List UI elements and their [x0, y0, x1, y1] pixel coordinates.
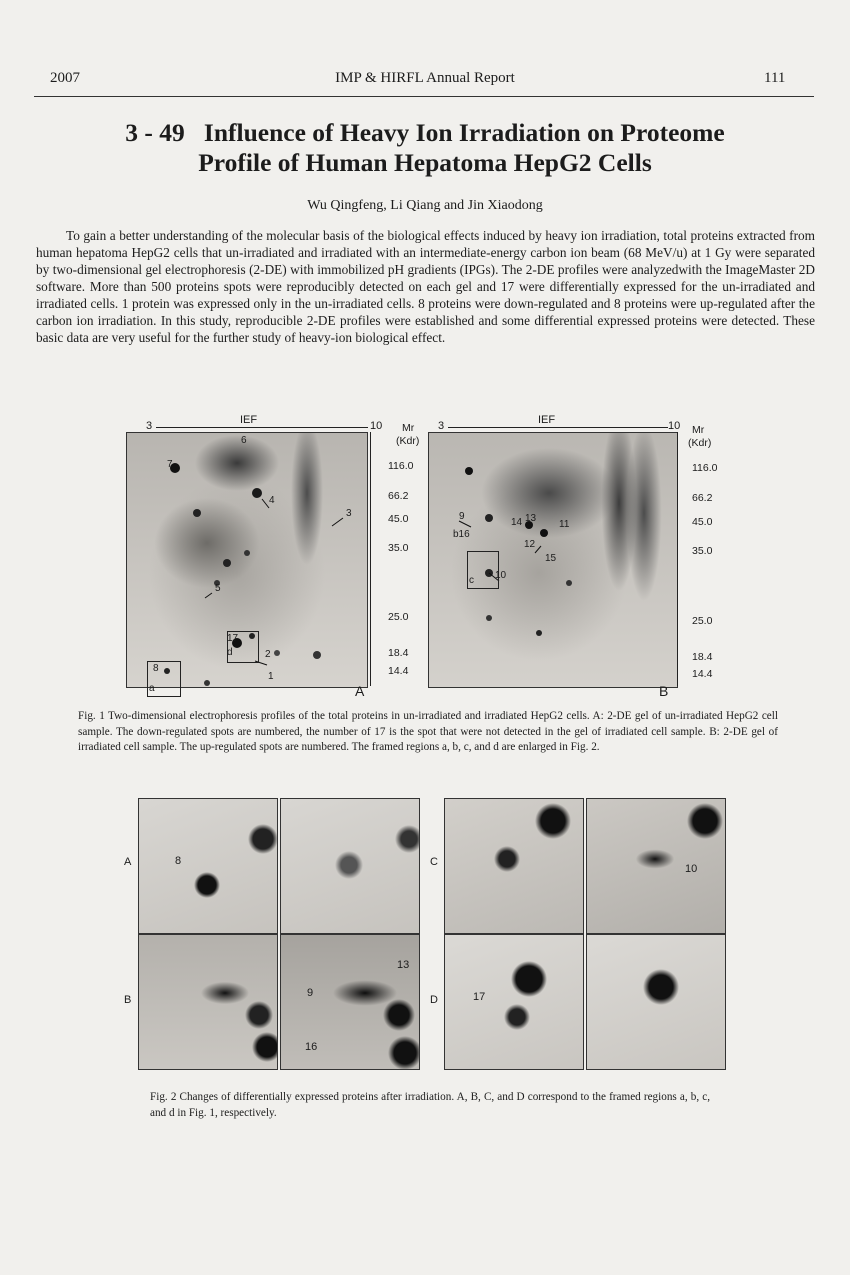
spot-d: d [227, 647, 233, 658]
ief-label-a: IEF [240, 414, 258, 426]
spot-b16: b16 [453, 529, 470, 540]
mr-unit-a: (Kdr) [396, 435, 420, 447]
abstract [36, 227, 815, 346]
spot-2: 2 [265, 649, 271, 660]
spot-12: 12 [524, 539, 536, 550]
ief-start-a: 3 [146, 420, 153, 432]
zoom-a-irradiated [280, 798, 420, 934]
mr-tick-a-14: 14.4 [388, 665, 409, 677]
spot-10: 10 [495, 570, 507, 581]
spot-8: 8 [153, 663, 159, 674]
spot-6: 6 [241, 435, 247, 446]
ief-end-a: 10 [370, 420, 383, 432]
header-rule [34, 96, 814, 97]
mr-tick-a-116: 116.0 [388, 460, 414, 472]
mr-tick-a-35: 35.0 [388, 542, 409, 554]
frame-label-c: c [469, 575, 474, 586]
spot-9: 9 [459, 511, 465, 522]
mr-axis-a [370, 432, 371, 686]
mr-label-b: Mr [692, 424, 705, 436]
zoom-spot-16: 16 [305, 1041, 318, 1053]
zoom-b-unirradiated [138, 934, 278, 1070]
zoom-d-unirradiated [444, 934, 584, 1070]
frame-label-a: a [149, 683, 155, 694]
abstract-text: To gain a better understanding of the molecular basis of the biological effects induced by heavy ion irradiation, total proteins extracted from human hepatoma HepG2 cells that un-irradiated and irradiated with an intermediate-energy carbon ion beam (68 MeV/u) at 1 Gy were separated by two-dimensional gel electrophoresis (2-DE) with immobilized pH gradients (IPGs). The 2-DE profiles were analyzedwith the ImageMaster 2D software. More than 500 proteins spots were reproducibly detected on each gel and 17 were differentially expressed for the un-irradiated and irradiated cells. 1 protein was expressed only in the un-irradiated cells. 8 proteins were down-regulated and 8 proteins were up-regulated after the carbon ion irradiation. In this study, reproducible 2-DE profiles were established and some differential expressed proteins were detected. These basic data are very useful for the further study of heavy-ion biological effect. [36, 228, 815, 345]
zoom-spot-10: 10 [685, 863, 698, 875]
zoom-spot-17: 17 [473, 991, 486, 1003]
spot-14: 14 [511, 517, 523, 528]
mr-unit-b: (Kdr) [688, 437, 712, 449]
header-page-number: 111 [764, 70, 786, 86]
title-line-1: Influence of Heavy Ion Irradiation on Proteome [203, 118, 725, 147]
ief-axis-a [156, 427, 368, 428]
row-label-c: C [430, 856, 438, 868]
figure-2-caption: Fig. 2 Changes of differentially expressed proteins after irradiation. A, B, C, and D correspond to the framed regions a, b, c, and d in Fig. 1, respectively. [150, 1091, 710, 1119]
spot-5: 5 [215, 583, 221, 594]
spot-11: 11 [559, 519, 570, 530]
mr-tick-b-14: 14.4 [692, 668, 713, 680]
ief-axis-b [448, 427, 668, 428]
spot-1: 1 [268, 671, 274, 682]
mr-tick-a-18: 18.4 [388, 647, 409, 659]
mr-tick-a-45: 45.0 [388, 513, 409, 525]
ief-start-b: 3 [438, 420, 445, 432]
row-label-a: A [124, 856, 132, 868]
panel-a-letter: A [355, 683, 365, 699]
mr-tick-b-25: 25.0 [692, 615, 713, 627]
mr-tick-a-25: 25.0 [388, 611, 409, 623]
mr-tick-b-35: 35.0 [692, 545, 713, 557]
zoom-b-irradiated [280, 934, 420, 1070]
mr-tick-a-66: 66.2 [388, 490, 409, 502]
row-label-d: D [430, 994, 438, 1006]
ief-end-b: 10 [668, 420, 681, 432]
header-year: 2007 [50, 70, 80, 86]
header-journal: IMP & HIRFL Annual Report [335, 70, 515, 86]
ief-label-b: IEF [538, 414, 556, 426]
article-title [40, 118, 810, 178]
mr-tick-b-66: 66.2 [692, 492, 713, 504]
mr-tick-b-116: 116.0 [692, 462, 718, 474]
zoom-d-irradiated [586, 934, 726, 1070]
row-label-b: B [124, 994, 132, 1006]
mr-label-a: Mr [402, 422, 415, 434]
zoom-spot-8: 8 [175, 855, 182, 867]
zoom-spot-13: 13 [397, 959, 410, 971]
spot-3: 3 [346, 508, 352, 519]
zoom-c-irradiated [586, 798, 726, 934]
panel-b-letter: B [659, 683, 669, 699]
mr-tick-b-18: 18.4 [692, 651, 713, 663]
figure-1 [120, 412, 820, 702]
authors: Wu Qingfeng, Li Qiang and Jin Xiaodong [307, 198, 543, 213]
zoom-c-unirradiated [444, 798, 584, 934]
gel-panel-b [428, 432, 678, 699]
gel-panel-a [126, 432, 368, 699]
spot-13: 13 [525, 513, 537, 524]
article-number: 3 - 49 [125, 118, 185, 147]
spot-4: 4 [269, 495, 275, 506]
zoom-spot-9: 9 [307, 987, 314, 999]
mr-axis-b [677, 432, 678, 686]
figure-1-caption: Fig. 1 Two-dimensional electrophoresis profiles of the total proteins in un-irradiated and irradiated HepG2 cells. A: 2-DE gel of un-irradiated HepG2 cell sample. The down-regulated spots are numbered, the number of 17 is the spot that were not detected in the gel of irradiated cell sample. B: 2-DE gel of irradiated cell sample. The up-regulated spots are numbered. The framed regions a, b, c, and d are enlarged in Fig. 2. [78, 710, 778, 753]
zoom-a-unirradiated [138, 798, 278, 934]
spot-17: 17 [227, 633, 239, 644]
spot-7: 7 [167, 459, 173, 470]
spot-15: 15 [545, 553, 557, 564]
mr-tick-b-45: 45.0 [692, 516, 713, 528]
figure-2 [120, 796, 730, 1072]
title-line-2: Profile of Human Hepatoma HepG2 Cells [198, 148, 652, 177]
